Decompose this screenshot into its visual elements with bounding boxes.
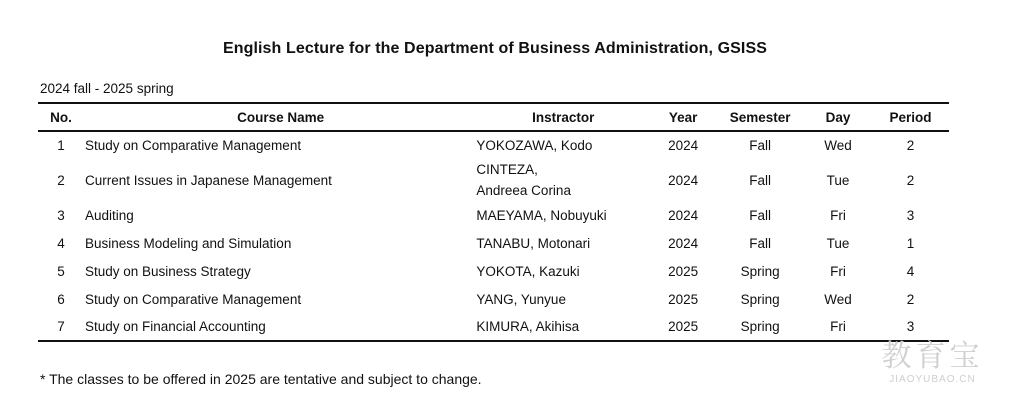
cell-day: Fri bbox=[830, 263, 846, 279]
cell-year: 2025 bbox=[668, 319, 699, 334]
cell-day: Fri bbox=[830, 319, 846, 334]
term-subtitle: 2024 fall - 2025 spring bbox=[40, 81, 174, 96]
cell-course-name: Study on Business Strategy bbox=[84, 263, 251, 279]
cell-semester: Fall bbox=[749, 138, 771, 153]
cell-no: 6 bbox=[57, 291, 65, 307]
cell-course-name: Study on Comparative Management bbox=[84, 291, 302, 307]
cell-period: 1 bbox=[906, 235, 915, 251]
table-row bbox=[38, 229, 949, 257]
cell-instructor bbox=[476, 229, 650, 257]
header-row bbox=[38, 103, 949, 131]
cell-semester: Spring bbox=[740, 263, 780, 279]
cell-no: 5 bbox=[57, 263, 65, 279]
table-row bbox=[38, 285, 949, 313]
cell-period: 2 bbox=[906, 291, 915, 307]
cell-semester: Fall bbox=[749, 207, 771, 223]
table-header bbox=[38, 103, 949, 131]
cell-course-name: Study on Comparative Management bbox=[84, 138, 302, 153]
cell-year: 2025 bbox=[668, 263, 699, 279]
cell-semester: Spring bbox=[740, 319, 780, 334]
cell-day: Tue bbox=[826, 172, 850, 188]
cell-period: 2 bbox=[906, 172, 915, 188]
cell-instructor bbox=[476, 313, 650, 341]
cell-no: 4 bbox=[57, 235, 65, 251]
cell-course-name: Auditing bbox=[84, 207, 134, 223]
header-semester: Semester bbox=[729, 109, 791, 125]
cell-period: 4 bbox=[906, 263, 915, 279]
page-title: English Lecture for the Department of Business Administration, GSISS bbox=[222, 40, 768, 57]
cell-day: Wed bbox=[824, 291, 852, 307]
cell-period: 3 bbox=[906, 207, 915, 223]
header-period: Period bbox=[889, 109, 932, 125]
cell-instructor bbox=[476, 257, 650, 285]
header-no: No. bbox=[50, 109, 72, 125]
header-day: Day bbox=[825, 109, 851, 125]
cell-no: 1 bbox=[57, 138, 65, 153]
cell-year: 2024 bbox=[668, 138, 699, 153]
cell-period: 3 bbox=[906, 319, 915, 334]
course-table bbox=[38, 102, 949, 342]
table-body bbox=[38, 131, 949, 341]
header-year: Year bbox=[668, 109, 698, 125]
cell-course-name: Business Modeling and Simulation bbox=[84, 235, 292, 251]
instructor-name-line-2: Andreea Corina bbox=[476, 183, 571, 198]
cell-semester: Fall bbox=[749, 235, 771, 251]
cell-no: 7 bbox=[57, 319, 65, 334]
instructor-name: TANABU, Motonari bbox=[476, 235, 591, 251]
watermark-sub-text: JIAOYUBAO.CN bbox=[889, 374, 976, 385]
header-course-name: Course Name bbox=[237, 109, 325, 125]
header-instructor: Instractor bbox=[532, 109, 595, 125]
instructor-name: YANG, Yunyue bbox=[476, 291, 566, 307]
instructor-name: KIMURA, Akihisa bbox=[476, 319, 580, 334]
cell-instructor bbox=[476, 159, 650, 201]
cell-instructor bbox=[476, 285, 650, 313]
instructor-name: MAEYAMA, Nobuyuki bbox=[476, 207, 607, 223]
cell-instructor bbox=[476, 131, 650, 159]
cell-year: 2025 bbox=[668, 291, 699, 307]
cell-instructor bbox=[476, 201, 650, 229]
cell-year: 2024 bbox=[668, 235, 699, 251]
table-row bbox=[38, 313, 949, 341]
cell-course-name: Current Issues in Japanese Management bbox=[84, 172, 332, 188]
cell-no: 2 bbox=[57, 172, 65, 188]
cell-day: Wed bbox=[824, 138, 852, 153]
cell-semester: Fall bbox=[749, 172, 771, 188]
footnote: * The classes to be offered in 2025 are tentative and subject to change. bbox=[40, 371, 482, 387]
cell-day: Fri bbox=[830, 207, 846, 223]
watermark-logo bbox=[875, 340, 990, 386]
cell-course-name: Study on Financial Accounting bbox=[84, 319, 266, 334]
instructor-name: YOKOTA, Kazuki bbox=[476, 263, 580, 279]
cell-semester: Spring bbox=[740, 291, 780, 307]
cell-period: 2 bbox=[906, 138, 915, 153]
cell-no: 3 bbox=[57, 207, 65, 223]
instructor-name-line-1: CINTEZA, bbox=[476, 162, 538, 177]
cell-year: 2024 bbox=[668, 172, 699, 188]
instructor-name: YOKOZAWA, Kodo bbox=[476, 138, 593, 153]
table-row bbox=[38, 257, 949, 285]
table-row bbox=[38, 159, 949, 201]
table-row bbox=[38, 131, 949, 159]
watermark-main-text: 教育宝 bbox=[881, 339, 984, 374]
cell-day: Tue bbox=[826, 235, 850, 251]
cell-year: 2024 bbox=[668, 207, 699, 223]
table-row bbox=[38, 201, 949, 229]
